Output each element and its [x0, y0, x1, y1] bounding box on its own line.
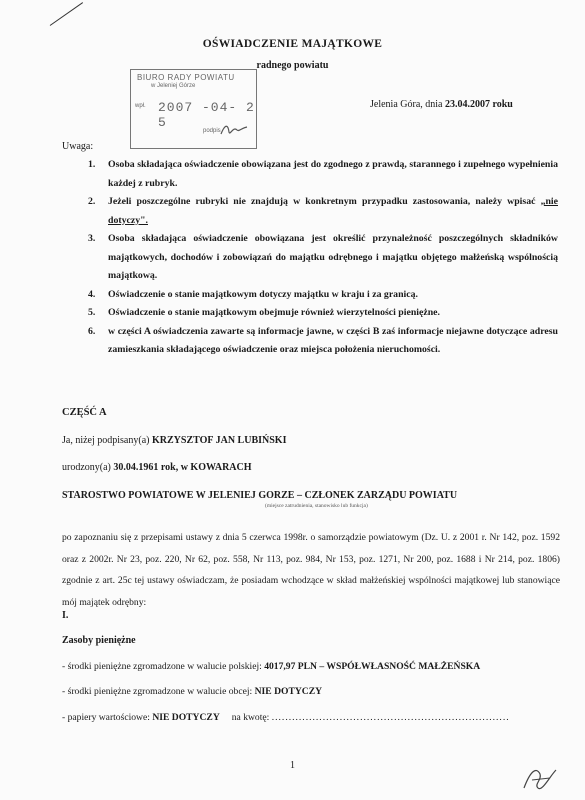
notice-item [88, 286, 558, 305]
initials-signature [520, 762, 560, 794]
birth-line [62, 462, 252, 473]
stamp-podpis-label: podpis [203, 128, 221, 134]
notice-item-text: Osoba składająca oświadczenie obowiązana jest do zgodnego z prawdą, starannego i zupełnego wypełnienia każdej z rubryk. [108, 159, 558, 189]
document-subtitle: radnego powiatu [256, 60, 329, 71]
place-label: Jelenia Góra, dnia [370, 99, 445, 110]
notice-item-text: Oświadczenie o stanie majątkowym obejmuje również wierzytelności pieniężne. [108, 307, 440, 318]
resources-heading: Zasoby pieniężne [62, 635, 136, 646]
stamp-wp-label: wpł. [135, 103, 146, 109]
notice-item-number: 1. [88, 159, 96, 170]
pen-mark [50, 2, 83, 26]
born-prefix: urodzony(a) [62, 462, 114, 473]
stamp-subheading: w Jeleniej Górze [151, 83, 196, 89]
stamp-heading: BIURO RADY POWIATU [137, 73, 235, 82]
place-and-date [370, 99, 513, 110]
notice-item [88, 323, 558, 360]
stamp-signature [219, 122, 249, 138]
notice-item-number: 5. [88, 307, 96, 318]
notice-item-number: 2. [88, 196, 96, 207]
part-a-heading: CZĘŚĆ A [62, 407, 107, 418]
notice-label: Uwaga: [62, 141, 94, 152]
notice-item-number: 4. [88, 288, 96, 300]
resource-label: - papiery wartościowe: [62, 712, 153, 723]
notice-item-text: Jeżeli poszczególne rubryki nie znajdują w konkretnym przypadku zastosowania, należy wpisać [108, 196, 541, 207]
resource-line-pln [62, 661, 480, 672]
date-value: 23.04.2007 roku [444, 99, 513, 110]
section-roman-numeral: I. [62, 610, 69, 621]
resource-label: - środki pieniężne zgromadzone w walucie obcej: [62, 686, 255, 697]
notice-item-text: Oświadczenie o stanie majątkowym dotyczy majątku w kraju i za granicą. [108, 288, 418, 300]
born-value: 30.04.1961 rok, w KOWARACH [113, 462, 252, 473]
notice-list [88, 156, 558, 360]
notice-item [88, 304, 558, 323]
stamp-date: 2007 -04- 2 5 [158, 100, 255, 130]
document-title: OŚWIADCZENIE MAJĄTKOWE [202, 38, 383, 50]
declarant-name: KRZYSZTOF JAN LUBIŃSKI [151, 435, 287, 446]
notice-item [88, 193, 558, 230]
legal-paragraph: po zapoznaniu się z przepisami ustawy z dnia 5 czerwca 1998r. o samorządzie powiatowym (Dz. U. z 2001 r. Nr 142, poz. 1592 oraz z 2002r. Nr 23, poz. 220, Nr 62, poz. 558, Nr 113, poz. 984, Nr 153, poz. 1271, Nr 200, poz. 1688 i Nr 214, poz. 1806) zgodnie z art. 25c tej ustawy oświadczam, że posiadam wchodzące w skład małżeńskiej wspólności majątkowej lub stanowiące mój majątek odrębny: [62, 532, 560, 608]
amount-label: na kwotę: [219, 712, 272, 723]
resource-value: NIE DOTYCZY [254, 686, 323, 697]
page-number: 1 [290, 760, 295, 771]
resource-value: 4017,97 PLN – WSPÓŁWŁASNOŚĆ MAŁŻEŃSKA [264, 661, 481, 672]
office-note: (miejsce zatrudnienia, stanowisko lub funkcja) [265, 503, 368, 509]
declarant-prefix: Ja, niżej podpisany(a) [62, 435, 152, 446]
notice-item-text: w części A oświadczenia zawarte są informacje jawne, w części B zaś informacje niejawne dotyczące adresu zamieszkania składającego oświadczenie oraz miejsca położenia nieruchomości. [108, 325, 558, 355]
amount-dots: ...................................................................... [271, 712, 510, 723]
resource-line-foreign [62, 686, 322, 697]
received-stamp [130, 69, 257, 149]
nie-dotyczy-text: „nie dotyczy". [108, 196, 558, 226]
notice-item-number: 3. [88, 233, 96, 244]
notice-item-number: 6. [88, 325, 96, 337]
declarant-line [62, 435, 286, 446]
notice-item-text: Osoba składająca oświadczenie obowiązana jest określić przynależność poszczególnych składników majątkowych, dochodów i zobowiązań do majątku odrębnego i majątku objętego małżeńską wspólnością majątkową. [108, 233, 558, 281]
office-line: STAROSTWO POWIATOWE W JELENIEJ GORZE – CZŁONEK ZARZĄDU POWIATU [62, 490, 458, 501]
resource-label: - środki pieniężne zgromadzone w walucie polskiej: [62, 661, 265, 672]
resource-line-securities [62, 712, 510, 723]
notice-item [88, 156, 558, 193]
notice-item [88, 230, 558, 286]
resource-value: NIE DOTYCZY [152, 712, 220, 723]
